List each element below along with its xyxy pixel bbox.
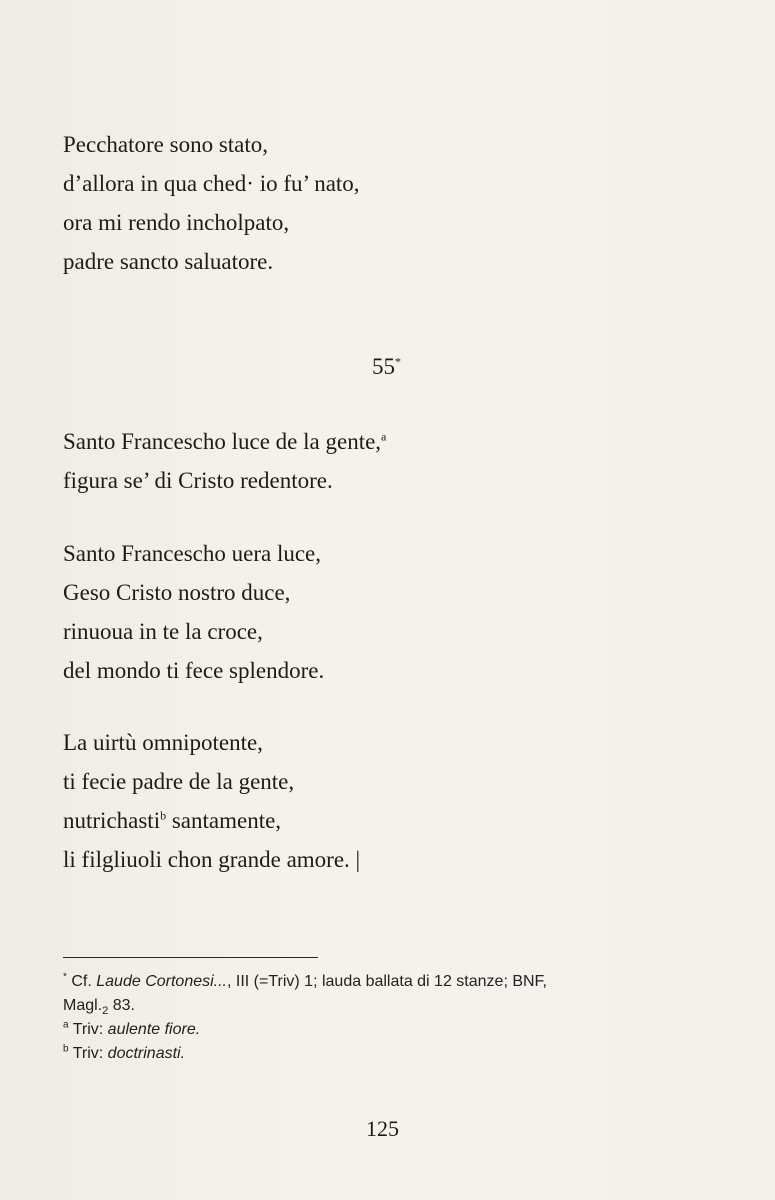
poem-number-footnote-marker: *	[395, 354, 401, 369]
verse-line: Pecchatore sono stato,	[63, 132, 269, 157]
footnote-a-marker: a	[63, 1019, 69, 1031]
footnote-divider	[63, 957, 318, 958]
verse-line: padre sancto saluatore.	[63, 249, 274, 274]
poem-number: 55	[372, 354, 395, 379]
stanza-2	[63, 534, 324, 690]
verse-line: li filgliuoli chon grande amore. |	[63, 847, 361, 872]
footnote-star-prefix: Cf.	[66, 973, 97, 990]
footnote-b	[63, 1042, 673, 1066]
footnote-star-marker: *	[63, 971, 67, 983]
footnote-a-text: aulente fiore.	[107, 1021, 201, 1038]
refrain-line-1-text: Santo Francescho luce de la gente,	[63, 429, 382, 454]
footnote-star-ms-sub: 2	[102, 1005, 109, 1018]
footnote-marker-b: b	[160, 808, 167, 823]
stanza-3	[63, 723, 360, 879]
verse-line: La uirtù omnipotente,	[63, 730, 263, 755]
verse-line: ora mi rendo incholpato,	[63, 210, 290, 235]
footnote-b-prefix: Triv:	[68, 1045, 108, 1062]
footnote-star-ms: Magl.	[63, 997, 103, 1014]
page-number: 125	[366, 1116, 399, 1141]
footnote-star-title: Laude Cortonesi...	[96, 973, 227, 990]
verse-line: d’allora in qua ched· io fu’ nato,	[63, 171, 360, 196]
footnote-a-prefix: Triv:	[68, 1021, 108, 1038]
footnote-b-text: doctrinasti.	[107, 1045, 186, 1062]
stanza-3-line-3-before: nutrichasti	[63, 808, 161, 833]
footnote-marker-a: a	[381, 429, 387, 444]
refrain	[63, 422, 386, 500]
footnotes	[63, 970, 673, 1066]
footnote-b-marker: b	[63, 1043, 69, 1055]
verse-line: Santo Francescho uera luce,	[63, 541, 322, 566]
verse-line: rinuoua in te la croce,	[63, 619, 263, 644]
verse-line: Geso Cristo nostro duce,	[63, 580, 291, 605]
footnote-star-ms-rest: 83.	[108, 997, 135, 1014]
footnote-star	[63, 970, 673, 1018]
poem-number-heading	[372, 352, 401, 382]
verse-line: figura se’ di Cristo redentore.	[63, 468, 333, 493]
stanza-3-line-3-after: santamente,	[166, 808, 282, 833]
footnote-a	[63, 1018, 673, 1042]
verse-line	[63, 422, 386, 461]
verse-line: ti fecie padre de la gente,	[63, 769, 295, 794]
footnote-star-rest: , III (=Triv) 1; lauda ballata di 12 stanze; BNF,	[227, 973, 547, 990]
verse-line: del mondo ti fece splendore.	[63, 658, 325, 683]
verse-line	[63, 801, 360, 840]
stanza-1	[63, 125, 360, 281]
